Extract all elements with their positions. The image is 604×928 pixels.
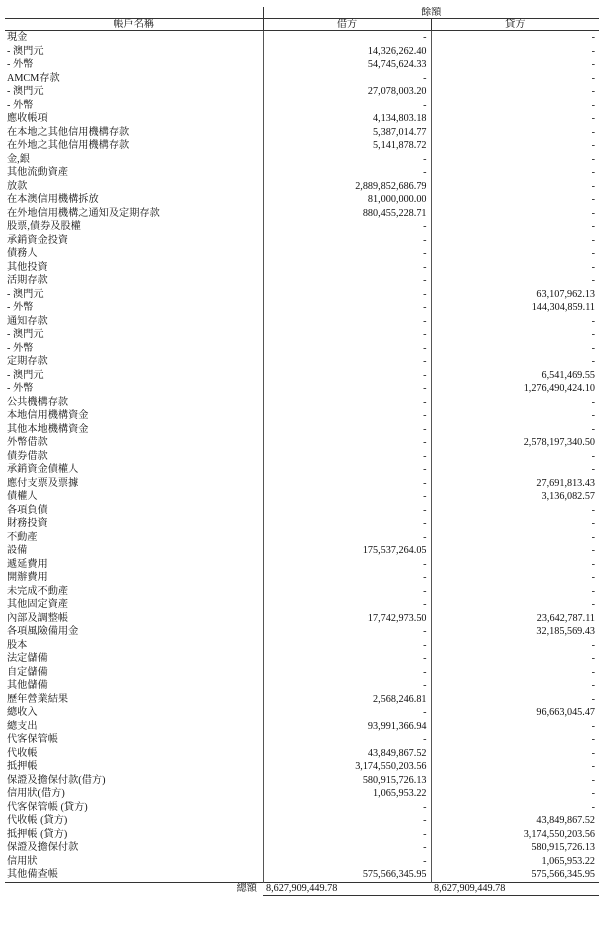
table-row — [5, 828, 599, 842]
credit-cell: - — [431, 760, 599, 774]
debit-cell: - — [263, 396, 431, 410]
credit-cell: 1,276,490,424.10 — [431, 382, 599, 396]
debit-cell: - — [263, 369, 431, 383]
debit-cell: - — [263, 450, 431, 464]
account-name-cell: 通知存款 — [7, 315, 48, 327]
account-name-cell: - 外幣 — [7, 383, 34, 394]
credit-cell: - — [431, 450, 599, 464]
account-name-cell: 股票,債券及股權 — [7, 221, 81, 232]
credit-cell: 27,691,813.43 — [431, 477, 599, 491]
table-row — [5, 585, 599, 599]
table-row — [5, 598, 599, 612]
account-name-cell: - 澳門元 — [7, 86, 44, 97]
debit-cell: 14,326,262.40 — [263, 45, 431, 59]
table-row — [5, 153, 599, 167]
table-row — [5, 544, 599, 558]
account-name-cell: 其他儲備 — [7, 680, 48, 691]
debit-cell: - — [263, 733, 431, 747]
account-name-cell: 活期存款 — [7, 275, 48, 286]
table-row — [5, 193, 599, 207]
debit-cell: - — [263, 288, 431, 302]
debit-cell: 5,387,014.77 — [263, 126, 431, 140]
table-row — [5, 463, 599, 477]
table-row — [5, 301, 599, 315]
table-row — [5, 180, 599, 194]
table-row — [5, 247, 599, 261]
account-name-cell: 承銷資金投資 — [7, 234, 69, 246]
debit-cell: 5,141,878.72 — [263, 139, 431, 153]
table-row — [5, 355, 599, 369]
debit-cell: - — [263, 234, 431, 248]
table-row — [5, 85, 599, 99]
table-row — [5, 747, 599, 761]
credit-cell: - — [431, 45, 599, 59]
credit-cell: - — [431, 774, 599, 788]
table-row — [5, 868, 599, 882]
account-name-cell: 保證及擔保付款(借方) — [7, 774, 106, 786]
debit-cell: - — [263, 558, 431, 572]
debit-cell: 93,991,366.94 — [263, 720, 431, 734]
debit-cell: 1,065,953.22 — [263, 787, 431, 801]
credit-cell: - — [431, 585, 599, 599]
debit-cell: 27,078,003.20 — [263, 85, 431, 99]
account-name-cell: 其他流動資產 — [7, 167, 69, 178]
table-row — [5, 166, 599, 180]
debit-cell: - — [263, 409, 431, 423]
credit-cell: 23,642,787.11 — [431, 612, 599, 626]
debit-cell: - — [263, 801, 431, 815]
table-row — [5, 315, 599, 329]
account-name-cell: - 外幣 — [7, 99, 34, 111]
account-name-cell: 不動產 — [7, 531, 38, 543]
account-name-cell: 在本地之其他信用機構存款 — [7, 126, 130, 138]
debit-cell: - — [263, 625, 431, 639]
account-name-cell: 遞延費用 — [7, 558, 48, 570]
table-row — [5, 382, 599, 396]
table-row — [5, 720, 599, 734]
credit-cell: - — [431, 274, 599, 288]
table-row — [5, 261, 599, 275]
credit-cell: - — [431, 504, 599, 518]
table-row — [5, 639, 599, 653]
debit-cell: - — [263, 153, 431, 167]
table-row — [5, 207, 599, 221]
table-row — [5, 31, 599, 45]
debit-cell: - — [263, 274, 431, 288]
account-name-cell: 總支出 — [7, 720, 38, 732]
account-name-cell: 各項負債 — [7, 504, 48, 516]
credit-cell: - — [431, 126, 599, 140]
credit-cell: - — [431, 72, 599, 86]
credit-cell: - — [431, 423, 599, 437]
debit-cell: - — [263, 261, 431, 275]
header-spacer — [5, 7, 263, 19]
table-row — [5, 652, 599, 666]
table-row — [5, 490, 599, 504]
debit-cell: - — [263, 423, 431, 437]
debit-cell: - — [263, 598, 431, 612]
debit-cell: 2,568,246.81 — [263, 693, 431, 707]
account-name-cell: 自定儲備 — [7, 666, 48, 678]
table-row — [5, 625, 599, 639]
account-name-cell: 債券借款 — [7, 450, 48, 462]
account-name-cell: 抵押帳 (貸方) — [7, 828, 68, 840]
account-name-cell: - 澳門元 — [7, 369, 44, 381]
table-row — [5, 369, 599, 383]
credit-cell: - — [431, 517, 599, 531]
credit-cell: - — [431, 166, 599, 180]
account-name-cell: 承銷資金債權人 — [7, 464, 79, 475]
table-row — [5, 126, 599, 140]
table-row — [5, 274, 599, 288]
account-name-cell: 設備 — [7, 545, 28, 556]
debit-header: 借方 — [263, 19, 431, 31]
account-name-cell: 本地信用機構資金 — [7, 410, 89, 421]
debit-cell: - — [263, 247, 431, 261]
debit-cell: - — [263, 220, 431, 234]
table-row — [5, 531, 599, 545]
credit-cell: - — [431, 342, 599, 356]
credit-cell: - — [431, 720, 599, 734]
account-name-cell: 總收入 — [7, 707, 38, 718]
table-row — [5, 234, 599, 248]
credit-cell: - — [431, 639, 599, 653]
account-name-cell: 法定儲備 — [7, 653, 48, 664]
debit-cell: - — [263, 490, 431, 504]
credit-cell: - — [431, 220, 599, 234]
total-credit: 8,627,909,449.78 — [431, 882, 599, 895]
credit-cell: - — [431, 733, 599, 747]
account-name-cell: 現金 — [7, 32, 28, 43]
account-name-cell: 債務人 — [7, 248, 38, 259]
debit-cell: 4,134,803.18 — [263, 112, 431, 126]
table-row — [5, 855, 599, 869]
credit-cell: - — [431, 153, 599, 167]
total-label: 總額 — [5, 882, 263, 895]
debit-cell: - — [263, 477, 431, 491]
credit-cell: - — [431, 558, 599, 572]
table-row — [5, 220, 599, 234]
table-row — [5, 328, 599, 342]
table-row — [5, 693, 599, 707]
account-name-cell: 應收帳項 — [7, 113, 48, 124]
account-name-cell: - 澳門元 — [7, 329, 44, 340]
account-name-cell: 其他備查帳 — [7, 869, 58, 880]
account-name-cell: 代收帳 — [7, 747, 38, 759]
debit-cell: 575,566,345.95 — [263, 868, 431, 882]
debit-cell: - — [263, 166, 431, 180]
debit-cell: - — [263, 72, 431, 86]
debit-cell: 43,849,867.52 — [263, 747, 431, 761]
account-name-cell: - 外幣 — [7, 342, 34, 354]
debit-cell: - — [263, 517, 431, 531]
credit-cell: - — [431, 247, 599, 261]
debit-cell: 2,889,852,686.79 — [263, 180, 431, 194]
credit-cell: - — [431, 207, 599, 221]
table-row — [5, 423, 599, 437]
table-row — [5, 504, 599, 518]
account-name-cell: 歷年營業結果 — [7, 693, 69, 705]
debit-cell: - — [263, 328, 431, 342]
debit-cell: 17,742,973.50 — [263, 612, 431, 626]
debit-cell: 580,915,726.13 — [263, 774, 431, 788]
account-name-cell: 代客保管帳 — [7, 734, 58, 745]
table-row — [5, 450, 599, 464]
table-row — [5, 787, 599, 801]
debit-cell: - — [263, 382, 431, 396]
credit-cell: - — [431, 747, 599, 761]
credit-cell: 580,915,726.13 — [431, 841, 599, 855]
credit-cell: - — [431, 409, 599, 423]
credit-cell: - — [431, 652, 599, 666]
account-name-cell: 代收帳 (貸方) — [7, 815, 68, 826]
credit-cell: - — [431, 193, 599, 207]
credit-cell: 63,107,962.13 — [431, 288, 599, 302]
credit-cell: - — [431, 85, 599, 99]
debit-cell: - — [263, 436, 431, 450]
table-row — [5, 477, 599, 491]
debit-cell: - — [263, 342, 431, 356]
credit-cell: - — [431, 328, 599, 342]
credit-cell: 6,541,469.55 — [431, 369, 599, 383]
total-row — [5, 882, 599, 895]
debit-cell: - — [263, 463, 431, 477]
debit-cell: 880,455,228.71 — [263, 207, 431, 221]
credit-cell: 3,174,550,203.56 — [431, 828, 599, 842]
balance-header: 餘額 — [263, 7, 599, 19]
debit-cell: - — [263, 814, 431, 828]
account-name-cell: 其他投資 — [7, 261, 48, 273]
table-row — [5, 72, 599, 86]
credit-cell: 144,304,859.11 — [431, 301, 599, 315]
account-name-cell: 債權人 — [7, 491, 38, 502]
credit-cell: 43,849,867.52 — [431, 814, 599, 828]
credit-cell: - — [431, 544, 599, 558]
debit-cell: - — [263, 652, 431, 666]
debit-cell: - — [263, 666, 431, 680]
debit-cell: - — [263, 531, 431, 545]
credit-cell: - — [431, 315, 599, 329]
header-row-top — [5, 7, 599, 19]
total-debit: 8,627,909,449.78 — [263, 882, 431, 895]
table-row — [5, 841, 599, 855]
account-name-cell: 公共機構存款 — [7, 396, 69, 408]
debit-cell: 54,745,624.33 — [263, 58, 431, 72]
table-row — [5, 760, 599, 774]
account-name-cell: 信用狀 — [7, 855, 38, 867]
debit-cell: - — [263, 315, 431, 329]
credit-cell: 3,136,082.57 — [431, 490, 599, 504]
table-row — [5, 288, 599, 302]
table-row — [5, 558, 599, 572]
account-name-cell: - 澳門元 — [7, 45, 44, 57]
credit-cell: 32,185,569.43 — [431, 625, 599, 639]
credit-cell: - — [431, 463, 599, 477]
debit-cell: - — [263, 504, 431, 518]
debit-cell: 81,000,000.00 — [263, 193, 431, 207]
account-name-cell: 開辦費用 — [7, 572, 48, 583]
credit-cell: - — [431, 180, 599, 194]
account-name-cell: 代客保管帳 (貸方) — [7, 801, 88, 813]
account-name-cell: 股本 — [7, 639, 28, 651]
table-row — [5, 112, 599, 126]
credit-cell: - — [431, 396, 599, 410]
credit-cell: - — [431, 58, 599, 72]
account-name-cell: 在外地之其他信用機構存款 — [7, 140, 130, 151]
account-name-header: 帳戶名稱 — [5, 19, 263, 31]
debit-cell: - — [263, 855, 431, 869]
balance-table — [5, 7, 599, 896]
account-name-cell: AMCM存款 — [7, 72, 60, 84]
credit-header: 貸方 — [431, 19, 599, 31]
account-name-cell: 定期存款 — [7, 356, 48, 367]
table-row — [5, 342, 599, 356]
credit-cell: 575,566,345.95 — [431, 868, 599, 882]
credit-cell: - — [431, 31, 599, 45]
credit-cell: - — [431, 355, 599, 369]
credit-cell: - — [431, 598, 599, 612]
table-row — [5, 814, 599, 828]
account-name-cell: 在外地信用機構之通知及定期存款 — [7, 207, 160, 219]
account-name-cell: 其他固定資產 — [7, 599, 69, 610]
debit-cell: 3,174,550,203.56 — [263, 760, 431, 774]
debit-cell: - — [263, 585, 431, 599]
credit-cell: - — [431, 679, 599, 693]
account-name-cell: - 外幣 — [7, 302, 34, 313]
table-row — [5, 99, 599, 113]
table-row — [5, 733, 599, 747]
debit-cell: - — [263, 639, 431, 653]
table-row — [5, 571, 599, 585]
debit-cell: 175,537,264.05 — [263, 544, 431, 558]
table-row — [5, 58, 599, 72]
account-name-cell: - 外幣 — [7, 59, 34, 70]
table-row — [5, 666, 599, 680]
account-name-cell: 各項風險備用金 — [7, 626, 79, 637]
table-row — [5, 396, 599, 410]
table-row — [5, 706, 599, 720]
credit-cell: 2,578,197,340.50 — [431, 436, 599, 450]
credit-cell: - — [431, 531, 599, 545]
table-row — [5, 45, 599, 59]
debit-cell: - — [263, 31, 431, 45]
account-name-cell: 外幣借款 — [7, 437, 48, 448]
table-row — [5, 517, 599, 531]
debit-cell: - — [263, 571, 431, 585]
account-name-cell: 內部及調整帳 — [7, 612, 69, 624]
account-name-cell: 在本澳信用機構拆放 — [7, 194, 99, 205]
credit-cell: - — [431, 99, 599, 113]
debit-cell: - — [263, 828, 431, 842]
credit-cell: - — [431, 234, 599, 248]
table-row — [5, 612, 599, 626]
account-name-cell: 保證及擔保付款 — [7, 842, 79, 853]
debit-cell: - — [263, 706, 431, 720]
credit-cell: - — [431, 139, 599, 153]
debit-cell: - — [263, 99, 431, 113]
account-name-cell: 其他本地機構資金 — [7, 423, 89, 435]
account-name-cell: 應付支票及票據 — [7, 477, 79, 489]
account-name-cell: 金,銀 — [7, 153, 30, 165]
account-name-cell: 放款 — [7, 180, 28, 192]
account-name-cell: - 澳門元 — [7, 288, 44, 300]
account-name-cell: 信用狀(借方) — [7, 788, 65, 799]
table-row — [5, 436, 599, 450]
credit-cell: - — [431, 693, 599, 707]
credit-cell: 1,065,953.22 — [431, 855, 599, 869]
table-body — [5, 31, 599, 883]
account-name-cell: 抵押帳 — [7, 761, 38, 772]
debit-cell: - — [263, 355, 431, 369]
credit-cell: 96,663,045.47 — [431, 706, 599, 720]
account-name-cell: 未完成不動產 — [7, 585, 69, 597]
table-row — [5, 139, 599, 153]
credit-cell: - — [431, 666, 599, 680]
table-row — [5, 679, 599, 693]
debit-cell: - — [263, 679, 431, 693]
debit-cell: - — [263, 841, 431, 855]
credit-cell: - — [431, 261, 599, 275]
credit-cell: - — [431, 112, 599, 126]
table-row — [5, 774, 599, 788]
credit-cell: - — [431, 801, 599, 815]
account-name-cell: 財務投資 — [7, 518, 48, 529]
debit-cell: - — [263, 301, 431, 315]
header-row-bottom — [5, 19, 599, 31]
credit-cell: - — [431, 787, 599, 801]
table-row — [5, 801, 599, 815]
table-row — [5, 409, 599, 423]
credit-cell: - — [431, 571, 599, 585]
